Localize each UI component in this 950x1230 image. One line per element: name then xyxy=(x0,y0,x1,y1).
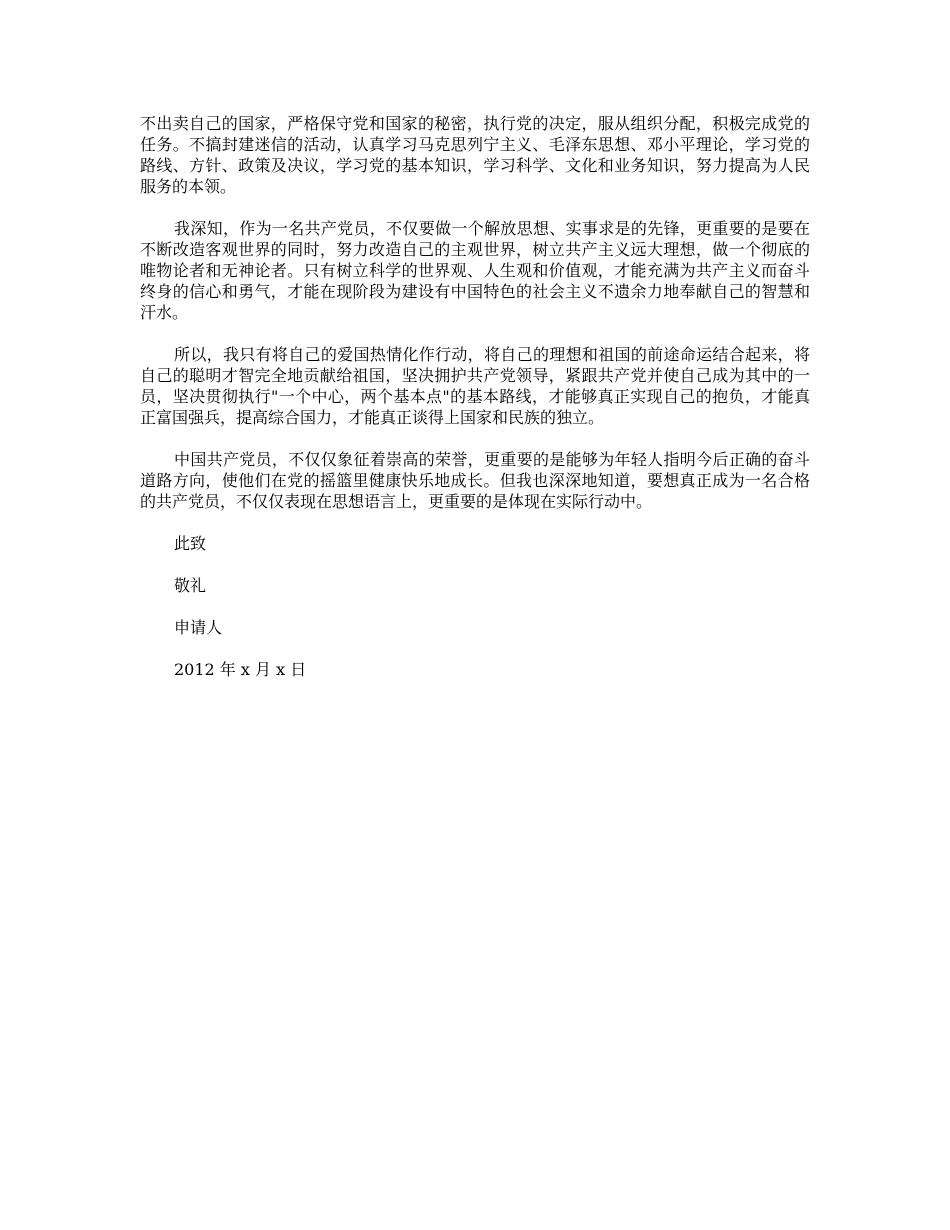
date-line: 2012 年 x 月 x 日 xyxy=(174,660,307,679)
signer-label: 申请人 xyxy=(174,618,223,637)
paragraph-2: 我深知，作为一名共产党员，不仅要做一个解放思想、实事求是的先锋，更重要的是要在不断改造客观世界的同时，努力改造自己的主观世界，树立共产主义远大理想，做一个彻底的唯物论者和无神论者。只有树立科学的世界观、人生观和价值观，才能充满为共产主义而奋斗终身的信心和勇气，才能在现阶段为建设有中国特色的社会主义不遗余力地奉献自己的智慧和汗水。 xyxy=(140,219,810,322)
paragraph-4: 中国共产党员，不仅仅象征着崇高的荣誉，更重要的是能够为年轻人指明今后正确的奋斗道路方向，使他们在党的摇篮里健康快乐地成长。但我也深深地知道，要想真正成为一名合格的共产党员，不仅仅表现在思想语言上，更重要的是体现在实际行动中。 xyxy=(140,450,810,511)
paragraph-3: 所以，我只有将自己的爱国热情化作行动，将自己的理想和祖国的前途命运结合起来，将自己的聪明才智完全地贡献给祖国，坚决拥护共产党领导，紧跟共产党并使自己成为其中的一员，坚决贯彻执行"一个中心，两个基本点"的基本路线，才能够真正实现自己的抱负，才能真正富国强兵，提高综合国力，才能真正谈得上国家和民族的独立。 xyxy=(140,345,810,427)
salutation-cizhi: 此致 xyxy=(174,534,207,553)
paragraph-1: 不出卖自己的国家，严格保守党和国家的秘密，执行党的决定，服从组织分配，积极完成党的任务。不搞封建迷信的活动，认真学习马克思列宁主义、毛泽东思想、邓小平理论，学习党的路线、方针、政策及决议，学习党的基本知识，学习科学、文化和业务知识，努力提高为人民服务的本领。 xyxy=(140,114,810,196)
letter-body xyxy=(140,113,810,701)
salutation-jingli: 敬礼 xyxy=(174,576,207,595)
